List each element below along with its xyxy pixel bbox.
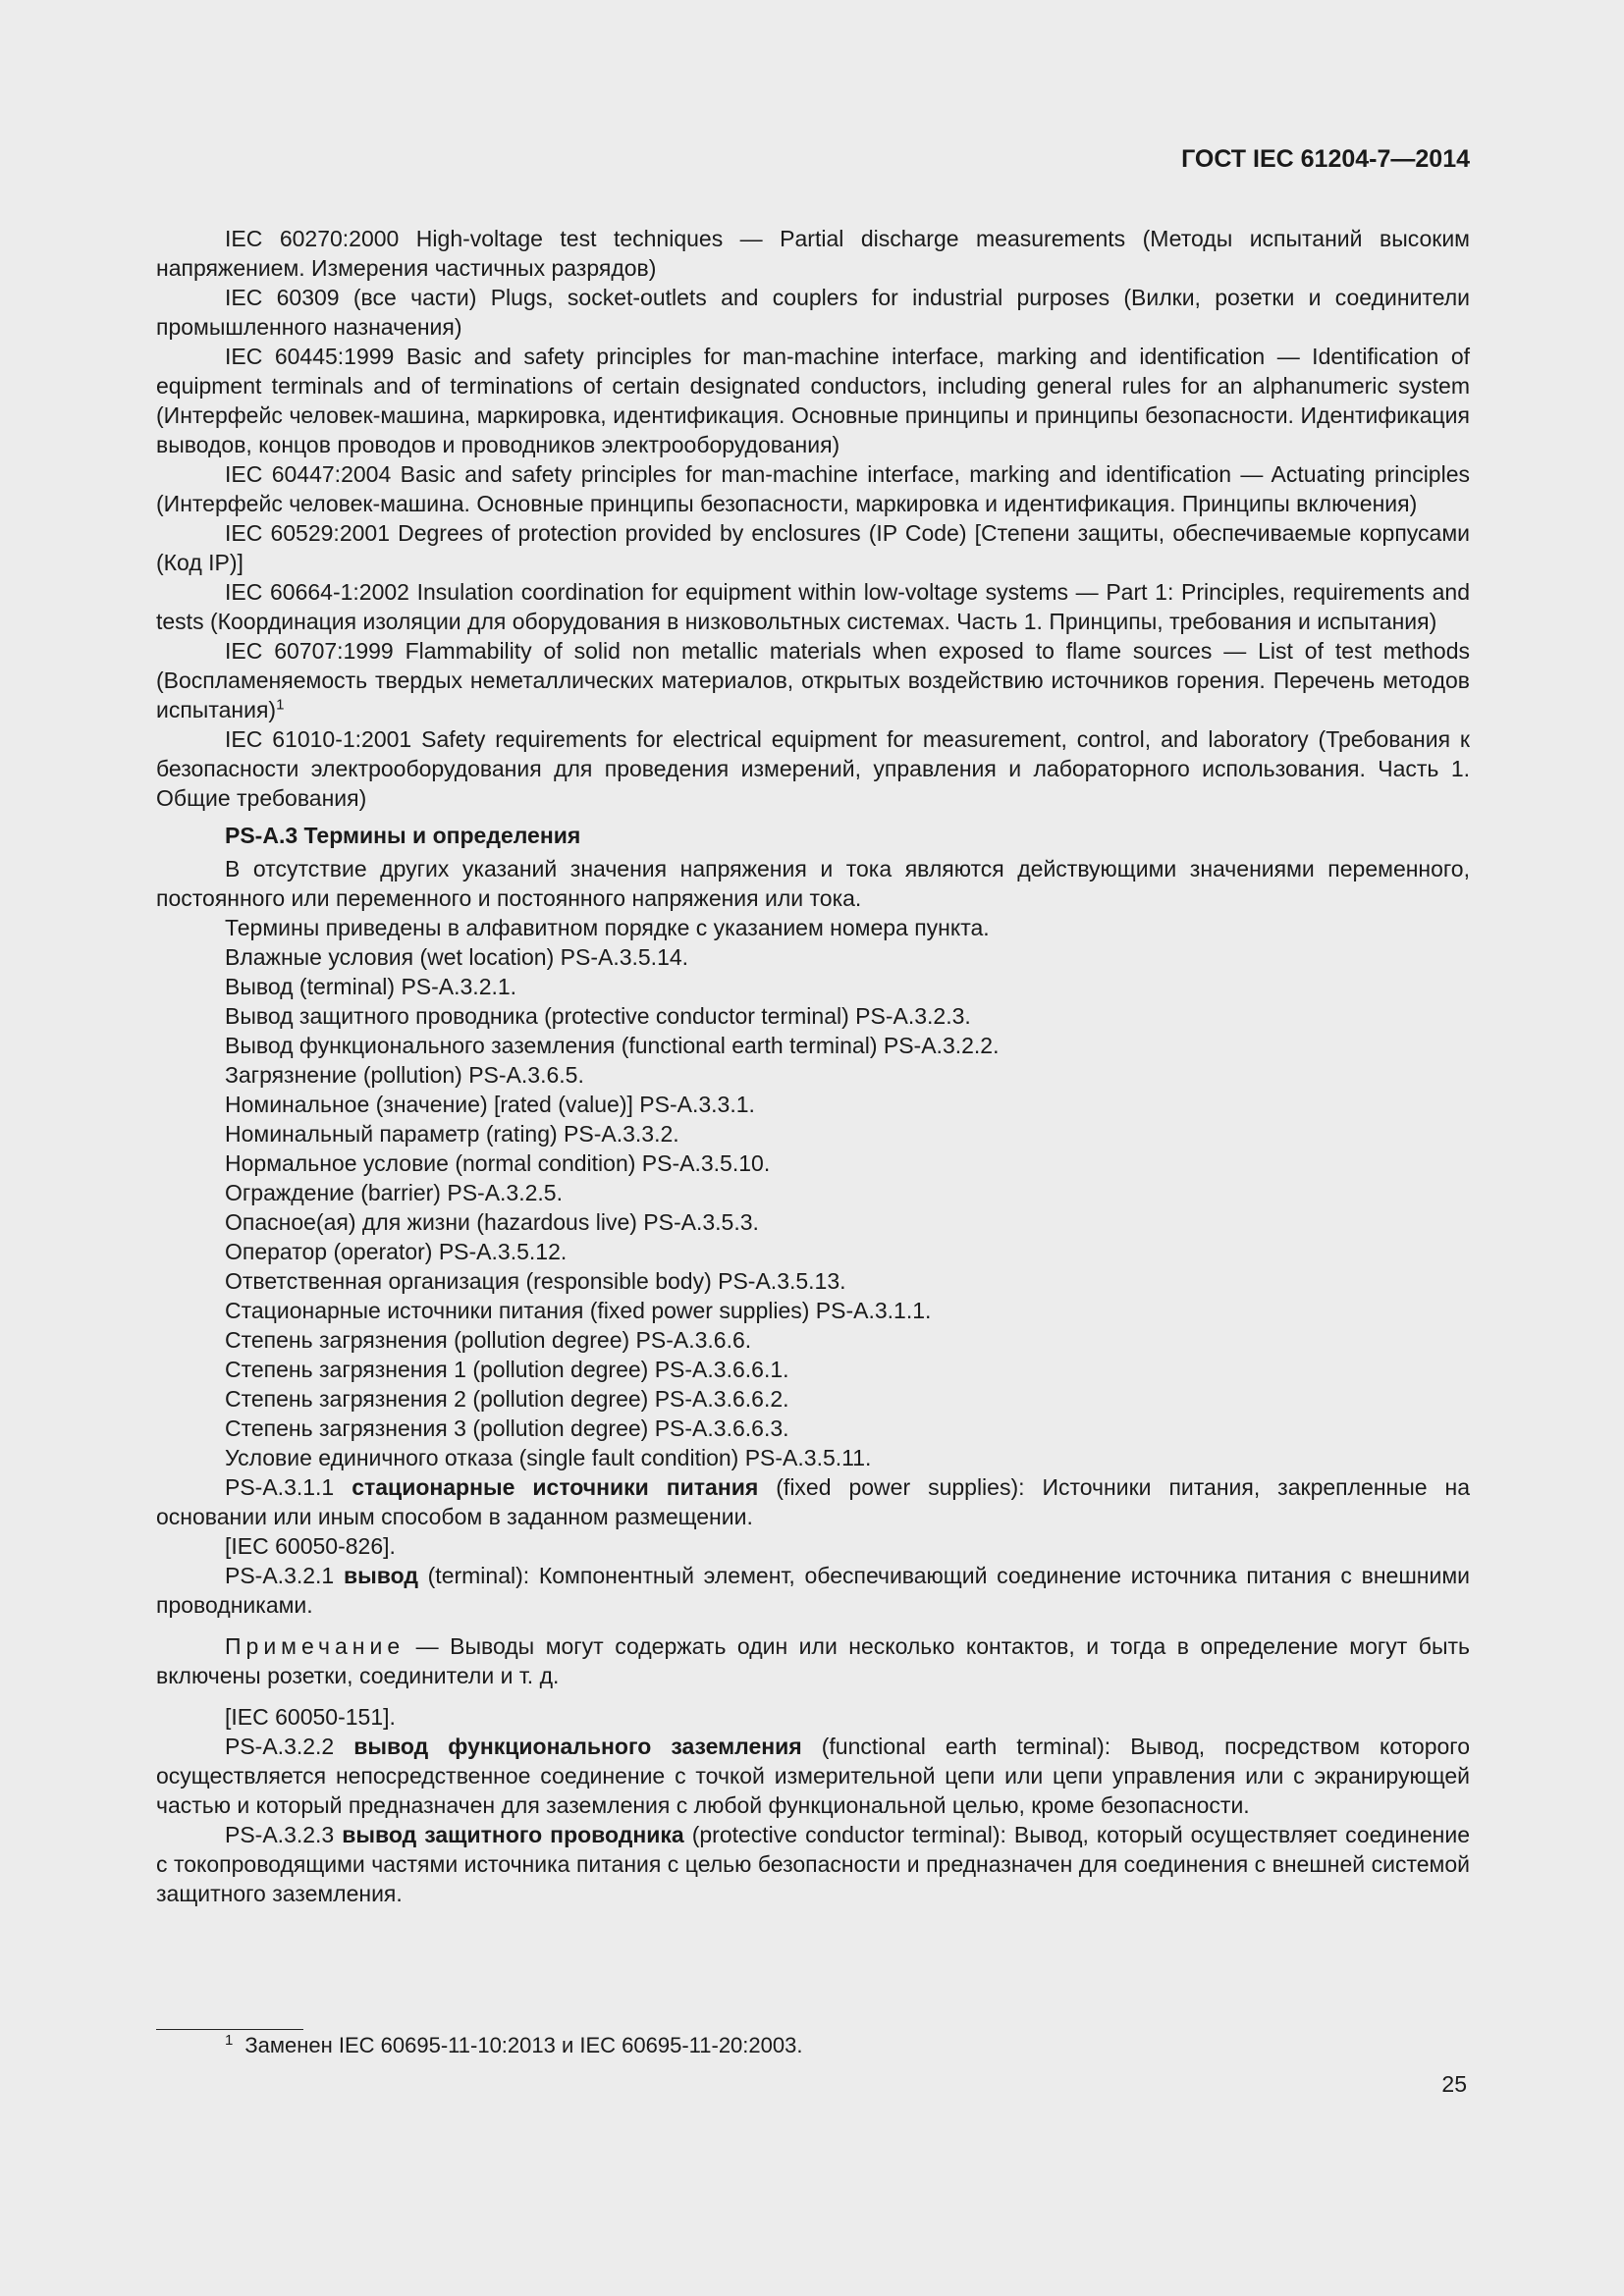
terms-index-item: Степень загрязнения (pollution degree) PS-A.3.6.6. xyxy=(225,1327,752,1353)
reference-item: IEC 60529:2001 Degrees of protection provided by enclosures (IP Code) [Степени защиты, обеспечиваемые корпусами (Код IP)] xyxy=(156,520,1470,575)
terms-index-item: Опасное(ая) для жизни (hazardous live) PS-A.3.5.3. xyxy=(225,1209,759,1235)
terms-index-item: Оператор (operator) PS-A.3.5.12. xyxy=(225,1239,568,1264)
note-label: Примечание xyxy=(225,1633,406,1659)
terms-index-item: Условие единичного отказа (single fault condition) PS-A.3.5.11. xyxy=(225,1445,872,1470)
definition-term: стационарные источники питания xyxy=(352,1474,759,1500)
definition-number: PS-A.3.2.1 xyxy=(225,1563,335,1588)
terms-index-item: Стационарные источники питания (fixed power supplies) PS-A.3.1.1. xyxy=(225,1298,932,1323)
reference-item: IEC 60309 (все части) Plugs, socket-outlets and couplers for industrial purposes (Вилки, розетки и соединители промышленного назначения) xyxy=(156,285,1470,340)
definition-text: (protective conductor terminal): Вывод, который осуществляет соединение с токопроводящими частями источника питания с целью безопасности и предназначен для соединения с внешней системой защитного заземления. xyxy=(156,1822,1471,1906)
note-paragraph xyxy=(156,1631,1470,1690)
terms-index-item: Вывод функционального заземления (functional earth terminal) PS-A.3.2.2. xyxy=(225,1033,1000,1058)
footnote xyxy=(225,2033,802,2058)
terms-index-item: Вывод (terminal) PS-A.3.2.1. xyxy=(225,974,517,999)
definition-text: (terminal): Компонентный элемент, обеспечивающий соединение источника питания с внешними проводниками. xyxy=(156,1563,1470,1618)
page-number: 25 xyxy=(1441,2071,1467,2097)
definition-source: [IEC 60050-826]. xyxy=(225,1533,396,1559)
reference-item: IEC 60445:1999 Basic and safety principles for man-machine interface, marking and identification — Identification of equipment terminals and of terminations of certain designated conductors, including general rules for an alphanumeric system (Интерфейс человек-машина, маркировка, идентификация. Основные принципы и принципы безопасности. Идентификация выводов, концов проводов и проводников электрооборудования) xyxy=(156,344,1470,457)
note-text: — Выводы могут содержать один или несколько контактов, и тогда в определение могут быть включены розетки, соединители и т. д. xyxy=(156,1633,1470,1688)
footnote-divider xyxy=(156,2029,303,2030)
terms-index-item: Номинальное (значение) [rated (value)] PS-A.3.3.1. xyxy=(225,1092,755,1117)
intro-paragraph: В отсутствие других указаний значения напряжения и тока являются действующими значениями переменного, постоянного или переменного и постоянного напряжения или тока. xyxy=(156,856,1470,911)
footnote-mark[interactable]: 1 xyxy=(276,696,285,714)
definition-term: вывод xyxy=(343,1563,418,1588)
definition-number: PS-A.3.2.2 xyxy=(225,1734,335,1759)
definition-number: PS-A.3.1.1 xyxy=(225,1474,335,1500)
terms-index-item: Загрязнение (pollution) PS-A.3.6.5. xyxy=(225,1062,584,1088)
intro-paragraph: Термины приведены в алфавитном порядке с указанием номера пункта. xyxy=(225,915,990,940)
section-heading: PS-A.3 Термины и определения xyxy=(225,823,581,848)
reference-item: IEC 61010-1:2001 Safety requirements for electrical equipment for measurement, control, and laboratory (Требования к безопасности электрооборудования для проведения измерений, управления и лабораторного использования. Часть 1. Общие требования) xyxy=(156,726,1470,811)
definition-paragraph xyxy=(156,1732,1470,1820)
definition-source: [IEC 60050-151]. xyxy=(225,1704,396,1730)
terms-index-item: Ответственная организация (responsible body) PS-A.3.5.13. xyxy=(225,1268,846,1294)
terms-index-list xyxy=(156,942,1470,1472)
terms-index-item: Степень загрязнения 3 (pollution degree) PS-A.3.6.6.3. xyxy=(225,1415,789,1441)
terms-index-item: Влажные условия (wet location) PS-A.3.5.14. xyxy=(225,944,689,970)
definition-paragraph xyxy=(156,1472,1470,1531)
terms-index-item: Степень загрязнения 2 (pollution degree) PS-A.3.6.6.2. xyxy=(225,1386,789,1412)
document-body xyxy=(156,224,1470,1908)
terms-index-item: Нормальное условие (normal condition) PS-A.3.5.10. xyxy=(225,1150,771,1176)
reference-item: IEC 60270:2000 High-voltage test techniques — Partial discharge measurements (Методы испытаний высоким напряжением. Измерения частичных разрядов) xyxy=(156,226,1470,281)
reference-item xyxy=(156,636,1470,724)
terms-index-item: Вывод защитного проводника (protective conductor terminal) PS-A.3.2.3. xyxy=(225,1003,971,1029)
document-header: ГОСТ IEC 61204-7—2014 xyxy=(1181,145,1470,173)
definition-term: вывод защитного проводника xyxy=(342,1822,684,1847)
reference-item: IEC 60447:2004 Basic and safety principles for man-machine interface, marking and identification — Actuating principles (Интерфейс человек-машина. Основные принципы безопасности, маркировка и идентификация. Принципы включения) xyxy=(156,461,1470,516)
footnote-number: 1 xyxy=(225,2031,234,2049)
definition-paragraph xyxy=(156,1820,1470,1908)
terms-index-item: Номинальный параметр (rating) PS-A.3.3.2. xyxy=(225,1121,679,1147)
definition-text: (functional earth terminal): Вывод, посредством которого осуществляется непосредственное соединение с точкой измерительной цепи или цепи управления или с экранирующей частью и который предназначен для заземления с любой функциональной целью, кроме безопасности. xyxy=(156,1734,1470,1818)
terms-index-item: Ограждение (barrier) PS-A.3.2.5. xyxy=(225,1180,563,1205)
terms-index-item: Степень загрязнения 1 (pollution degree) PS-A.3.6.6.1. xyxy=(225,1357,789,1382)
definition-text: (fixed power supplies): Источники питания, закрепленные на основании или иным способом в заданном размещении. xyxy=(156,1474,1470,1529)
reference-text: IEC 60707:1999 Flammability of solid non metallic materials when exposed to flame sources — List of test methods (Воспламеняемость твердых неметаллических материалов, открытых воздействию источников горения. Перечень методов испытания) xyxy=(156,638,1470,722)
definition-number: PS-A.3.2.3 xyxy=(225,1822,335,1847)
reference-item: IEC 60664-1:2002 Insulation coordination for equipment within low-voltage systems — Part 1: Principles, requirements and tests (Координация изоляции для оборудования в низковольтных системах. Часть 1. Принципы, требования и испытания) xyxy=(156,579,1470,634)
definition-term: вывод функционального заземления xyxy=(353,1734,802,1759)
definition-paragraph xyxy=(156,1561,1470,1620)
footnote-text: Заменен IEC 60695-11-10:2013 и IEC 60695-11-20:2003. xyxy=(244,2033,803,2057)
